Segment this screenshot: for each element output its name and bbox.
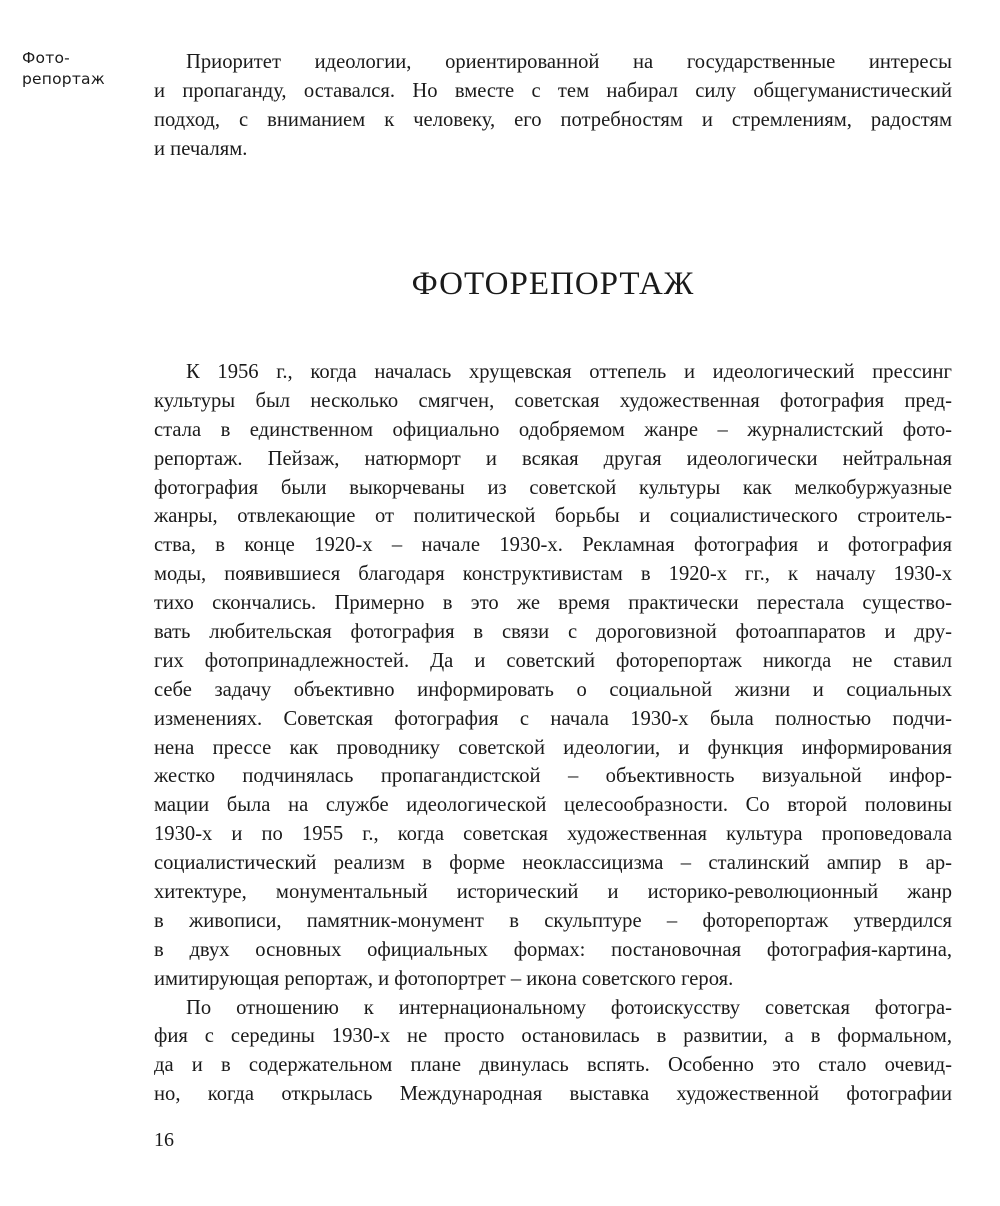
text-line: социалистический реализм в форме неоклассицизма – сталинский ампир в ар- <box>154 852 952 875</box>
page-number: 16 <box>154 1129 174 1151</box>
text-line: 1930-х и по 1955 г., когда советская художественная культура проповедовала <box>154 823 952 846</box>
text-line: Приоритет идеологии, ориентированной на государственные интересы <box>186 51 952 73</box>
body-text <box>154 358 952 1109</box>
text-line: изменениях. Советская фотография с начала 1930-х была полностью подчи- <box>154 707 952 730</box>
text-line: ства, в конце 1920-х – начале 1930-х. Рекламная фотография и фотография <box>154 534 952 557</box>
text-line: тихо скончались. Примерно в это же время практически перестала существо- <box>154 592 952 615</box>
text-line: фотография были выкорчеваны из советской культуры как мелкобуржуазные <box>154 476 952 499</box>
text-line: жанры, отвлекающие от политической борьбы и социалистического строитель- <box>154 505 952 528</box>
text-line: и пропаганду, оставался. Но вместе с тем набирал силу общегуманистический <box>154 79 952 102</box>
text-line: стала в единственном официально одобряемом жанре – журналистский фото- <box>154 418 952 441</box>
text-line: хитектуре, монументальный исторический и историко-революционный жанр <box>154 881 952 904</box>
text-line: репортаж. Пейзаж, натюрморт и всякая другая идеологически нейтральная <box>154 447 952 470</box>
text-line: в живописи, памятник-монумент в скульптуре – фоторепортаж утвердился <box>154 909 952 932</box>
text-line: моды, появившиеся благодаря конструктивистам в 1920-х гг., к началу 1930-х <box>154 563 952 586</box>
text-line: вать любительская фотография в связи с дороговизной фотоаппаратов и дру- <box>154 621 952 644</box>
text-line: но, когда открылась Международная выставка художественной фотографии <box>154 1083 952 1106</box>
text-line: По отношению к интернациональному фотоискусству советская фотогра- <box>186 996 952 1019</box>
intro-paragraph <box>154 48 952 164</box>
text-line: нена прессе как проводнику советской идеологии, и функция информирования <box>154 736 952 759</box>
running-head-line-1: Фото- <box>22 49 70 67</box>
section-heading: ФОТОРЕПОРТАЖ <box>411 266 695 302</box>
text-line: подход, с вниманием к человеку, его потребностям и стремлениям, радостям <box>154 108 952 131</box>
text-line: имитирующая репортаж, и фотопортрет – икона советского героя. <box>154 967 734 990</box>
text-line: и печалям. <box>154 137 248 160</box>
text-line: К 1956 г., когда началась хрущевская оттепель и идеологический прессинг <box>186 361 952 383</box>
text-line: фия с середины 1930-х не просто остановилась в развитии, а в формальном, <box>154 1025 952 1048</box>
text-line: гих фотопринадлежностей. Да и советский фоторепортаж никогда не ставил <box>154 649 952 672</box>
text-line: да и в содержательном плане двинулась вспять. Особенно это стало очевид- <box>154 1054 952 1077</box>
text-line: мации была на службе идеологической целесообразности. Со второй половины <box>154 794 952 817</box>
text-line: культуры был несколько смягчен, советская художественная фотография пред- <box>154 389 952 412</box>
text-line: в двух основных официальных формах: постановочная фотография-картина, <box>154 938 952 961</box>
text-line: себе задачу объективно информировать о социальной жизни и социальных <box>154 678 952 701</box>
running-head <box>22 48 132 90</box>
running-head-line-2: репортаж <box>22 70 105 88</box>
text-line: жестко подчинялась пропагандистской – объективность визуальной инфор- <box>154 765 952 788</box>
